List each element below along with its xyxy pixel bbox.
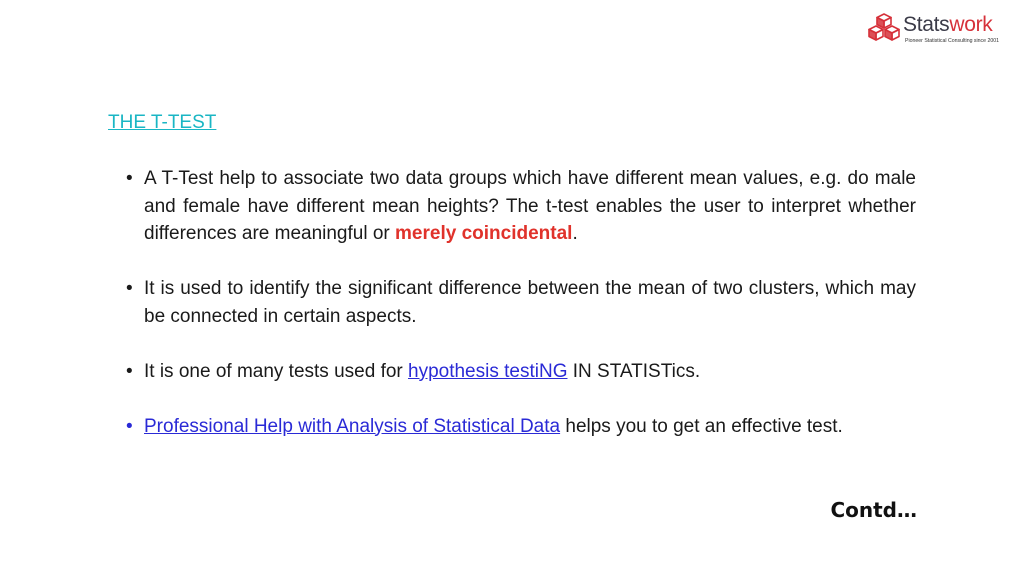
logo-tagline: Pioneer Statistical Consulting since 2001 — [905, 38, 1000, 44]
bullet-item-2 — [126, 275, 916, 330]
bullet-list — [126, 165, 916, 468]
bullet-text-end: . — [572, 223, 578, 244]
contd-label: Contd… — [830, 498, 917, 522]
section-title[interactable]: THE T-TEST — [108, 112, 217, 133]
bullet-text-end: helps you to get an effective test. — [560, 415, 843, 437]
bullet-text-end: IN STATISTics. — [567, 360, 701, 382]
hypothesis-testing-link[interactable]: hypothesis testiNG — [408, 360, 568, 382]
bullet-item-1 — [126, 165, 916, 248]
logo-wordmark: Statswork — [903, 13, 993, 36]
professional-help-link[interactable]: Professional Help with Analysis of Statistical Data — [144, 415, 561, 437]
bullet-text: A T-Test help to associate two data groups which have different mean values, e.g. do male and female have different mean heights? The t-test enables the user to interpret whether differences are meaningful or — [144, 168, 916, 244]
bullet-item-4 — [126, 413, 916, 441]
bullet-text: It is one of many tests used for — [144, 360, 409, 382]
bullet-icon: • — [126, 360, 133, 382]
bullet-item-3 — [126, 358, 916, 386]
highlight-text: merely coincidental — [395, 223, 573, 244]
bullet-icon: • — [126, 278, 133, 299]
bullet-icon: • — [126, 415, 133, 437]
cubes-icon — [866, 12, 902, 46]
bullet-text: It is used to identify the significant difference between the mean of two clusters, which may be connected in certain aspects. — [144, 278, 916, 327]
statswork-logo — [866, 12, 1016, 48]
bullet-icon: • — [126, 168, 133, 189]
